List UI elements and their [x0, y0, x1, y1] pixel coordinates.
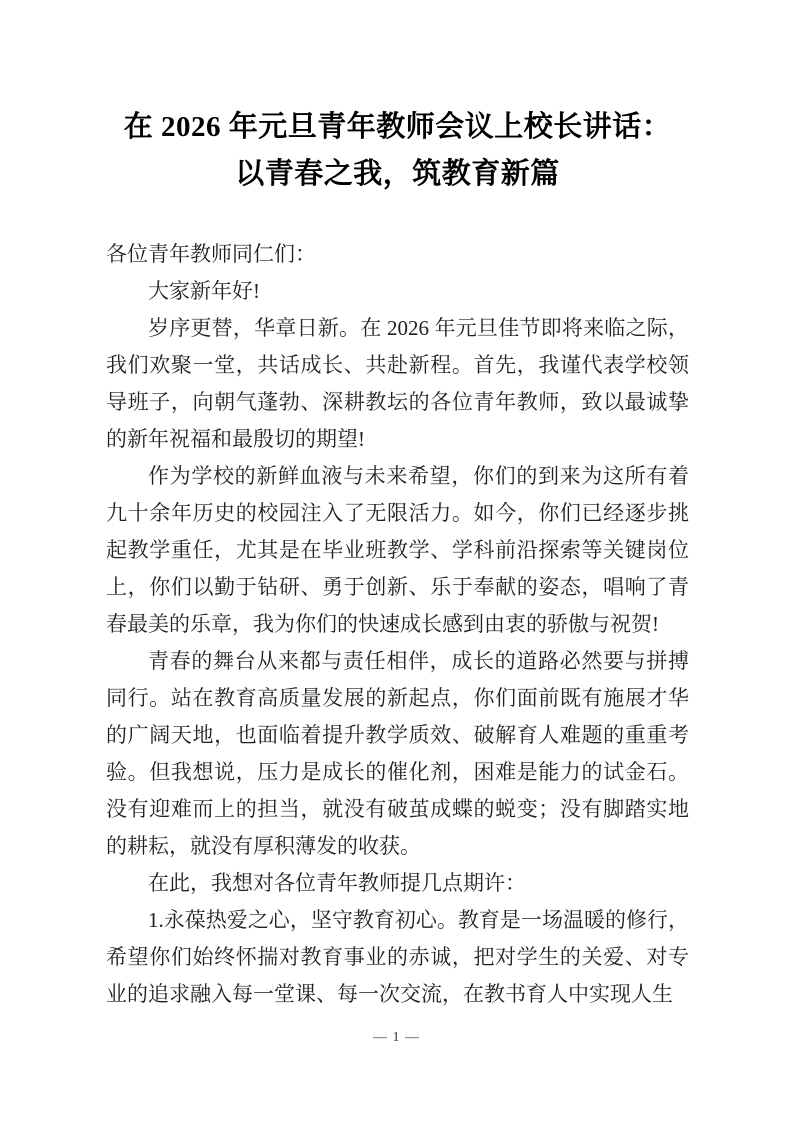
document-title	[106, 104, 689, 198]
expectation-item-1-paragraph: 1.永葆热爱之心，坚守教育初心。教育是一场温暖的修行，希望你们始终怀揣对教育事业的赤诚，把对学生的关爱、对专业的追求融入每一堂课、每一次交流，在教书育人中实现人生	[106, 908, 689, 1006]
expectations-intro-paragraph: 在此，我想对各位青年教师提几点期许：	[148, 871, 526, 895]
document-title-line-2: 以青春之我，筑教育新篇	[235, 158, 560, 190]
document-title-line-1: 在 2026 年元旦青年教师会议上校长讲话：	[123, 111, 672, 143]
opening-paragraph: 岁序更替，华章日新。在 2026 年元旦佳节即将来临之际，我们欢聚一堂，共话成长、共赴新程。首先，我谨代表学校领导班子，向朝气蓬勃、深耕教坛的各位青年教师，致以最诚挚的新年祝福和最殷切的期望!	[106, 316, 689, 451]
responsibility-paragraph: 青春的舞台从来都与责任相伴，成长的道路必然要与拼搏同行。站在教育高质量发展的新起点，你们面前既有施展才华的广阔天地，也面临着提升教学质效、破解育人难题的重重考验。但我想说，压力是成长的催化剂，困难是能力的试金石。没有迎难而上的担当，就没有破茧成蝶的蜕变；没有脚踏实地的耕耘，就没有厚积薄发的收获。	[106, 649, 689, 858]
salutation-line: 各位青年教师同仁们：	[106, 242, 316, 266]
document-body	[106, 236, 689, 1013]
praise-paragraph: 作为学校的新鲜血液与未来希望，你们的到来为这所有着九十余年历史的校园注入了无限活力。如今，你们已经逐步挑起教学重任，尤其是在毕业班教学、学科前沿探索等关键岗位上，你们以勤于钻研、勇于创新、乐于奉献的姿态，唱响了青春最美的乐章，我为你们的快速成长感到由衷的骄傲与祝贺!	[106, 464, 689, 636]
greeting-paragraph: 大家新年好!	[148, 279, 260, 303]
page-number: — 1 —	[373, 1030, 420, 1045]
